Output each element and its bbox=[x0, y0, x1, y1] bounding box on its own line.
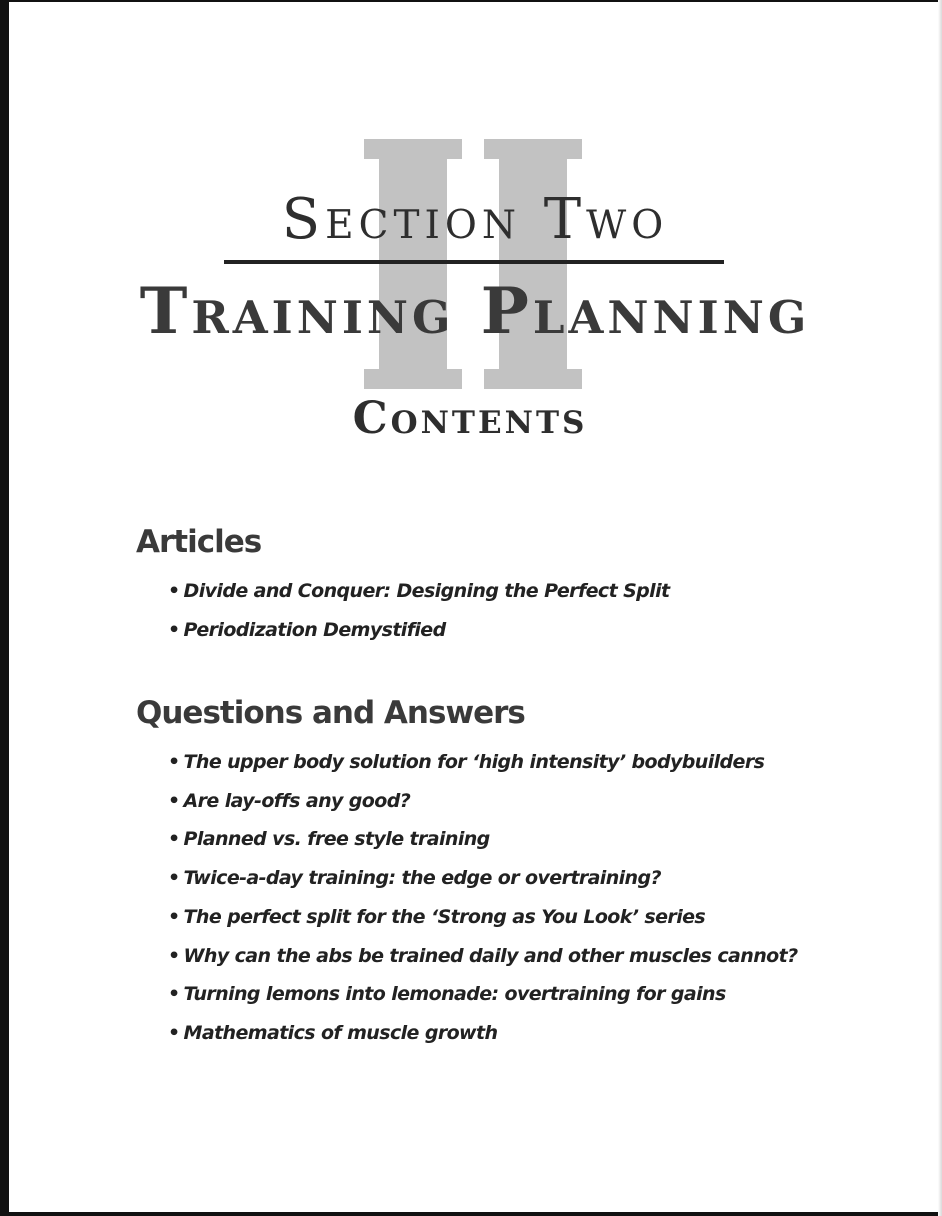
bullet-icon: • bbox=[168, 751, 180, 773]
section-numeral-graphic bbox=[364, 139, 582, 389]
list-item-text: Mathematics of muscle growth bbox=[183, 1021, 498, 1044]
list-item bbox=[168, 898, 797, 937]
bullet-icon: • bbox=[168, 1021, 180, 1044]
list-item-text: Are lay-offs any good? bbox=[183, 789, 411, 812]
articles-section bbox=[136, 522, 669, 649]
bullet-icon: • bbox=[168, 944, 180, 967]
title-rule bbox=[224, 260, 724, 264]
qa-list bbox=[136, 743, 797, 1053]
bullet-icon: • bbox=[168, 867, 180, 890]
section-label: Section Two bbox=[281, 187, 669, 252]
list-item bbox=[168, 937, 797, 976]
list-item bbox=[168, 1014, 797, 1053]
list-item bbox=[168, 820, 797, 859]
bullet-icon: • bbox=[168, 618, 180, 641]
list-item bbox=[168, 572, 669, 611]
articles-list bbox=[136, 572, 669, 649]
bullet-icon: • bbox=[168, 905, 180, 928]
contents-heading: Contents bbox=[352, 393, 588, 444]
bullet-icon: • bbox=[168, 983, 180, 1006]
qa-heading: Questions and Answers bbox=[136, 695, 525, 731]
bullet-icon: • bbox=[168, 789, 180, 812]
list-item bbox=[168, 975, 797, 1014]
list-item-text: Turning lemons into lemonade: overtraining for gains bbox=[183, 983, 726, 1006]
list-item-text: Divide and Conquer: Designing the Perfect Split bbox=[183, 580, 670, 602]
page-title: Training Planning bbox=[139, 274, 811, 349]
list-item-text: The upper body solution for ‘high intensity’ bodybuilders bbox=[183, 751, 765, 773]
page-edge bbox=[938, 0, 942, 1216]
bullet-icon: • bbox=[168, 828, 180, 851]
list-item bbox=[168, 743, 797, 782]
qa-section bbox=[136, 693, 797, 1053]
list-item bbox=[168, 859, 797, 898]
list-item-text: Planned vs. free style training bbox=[183, 828, 490, 851]
list-item-text: Periodization Demystified bbox=[183, 618, 446, 641]
list-item-text: Why can the abs be trained daily and other muscles cannot? bbox=[183, 944, 798, 967]
list-item bbox=[168, 611, 669, 650]
articles-heading: Articles bbox=[136, 524, 262, 560]
list-item-text: The perfect split for the ‘Strong as You Look’ series bbox=[183, 905, 706, 928]
list-item-text: Twice-a-day training: the edge or overtraining? bbox=[183, 867, 661, 890]
list-item bbox=[168, 782, 797, 821]
bullet-icon: • bbox=[168, 580, 180, 602]
